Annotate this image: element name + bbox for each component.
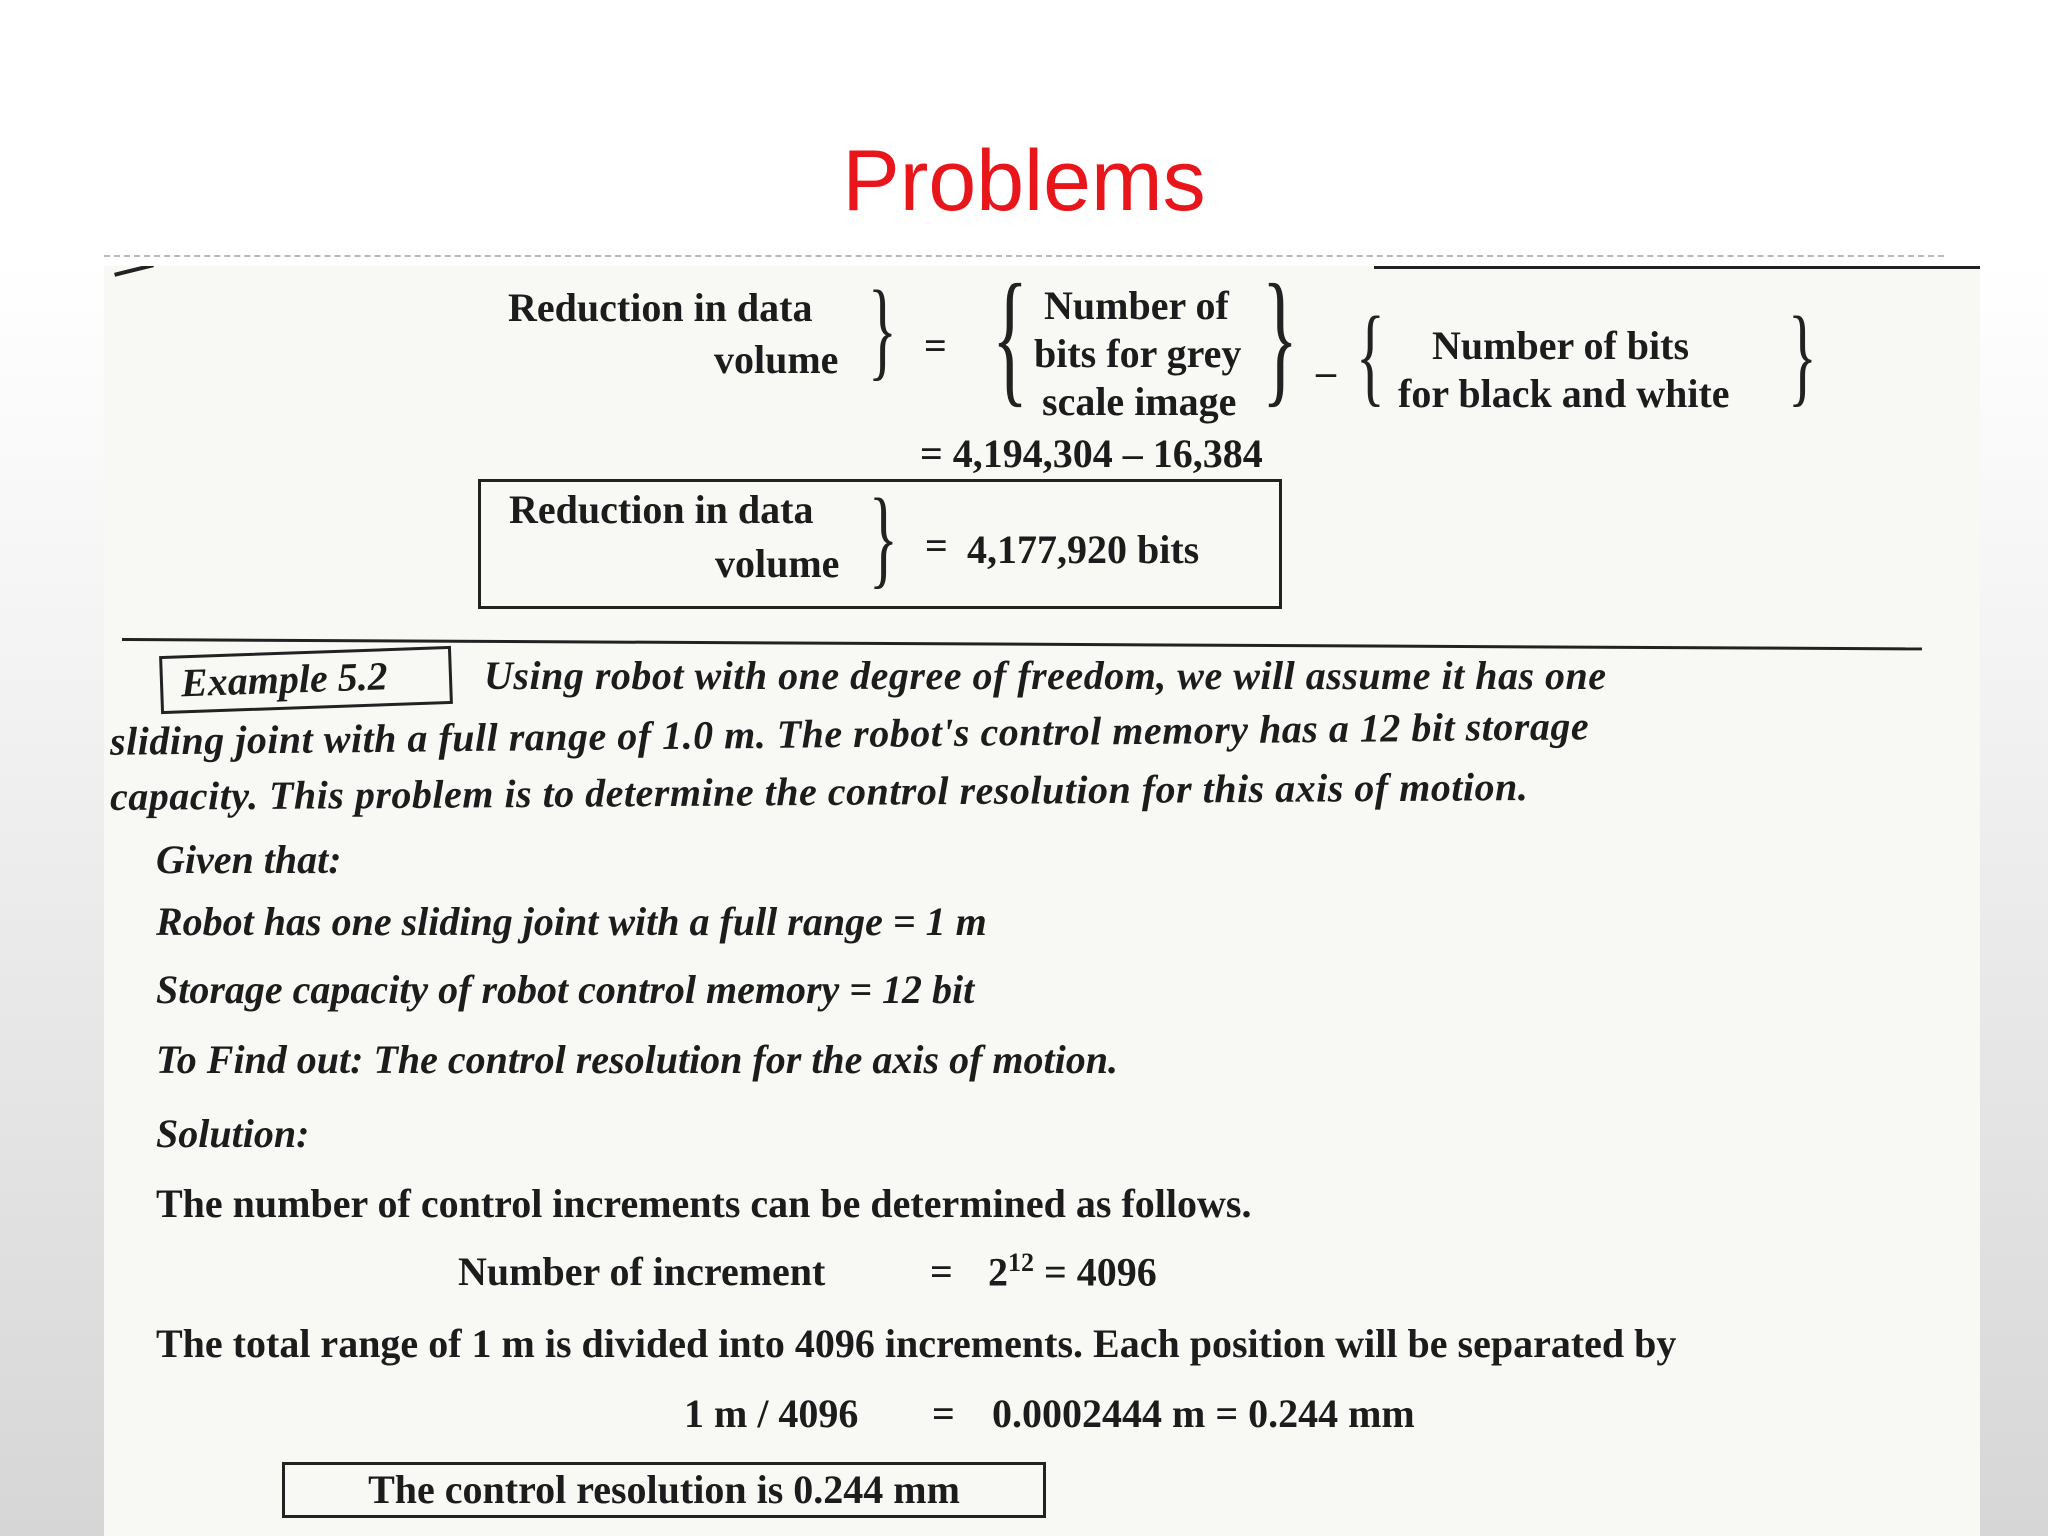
solution-heading: Solution: — [156, 1111, 310, 1156]
example-line1: Using robot with one degree of freedom, we will assume it has one — [484, 653, 1607, 698]
eq-lhs-brace: } — [867, 268, 897, 390]
example-line3: capacity. This problem is to determine the control resolution for this axis of motion. — [109, 764, 1529, 819]
eq1-result: = 4096 — [1044, 1249, 1157, 1295]
eq1-expression — [988, 1248, 1157, 1295]
result-lhs-line2: volume — [715, 541, 840, 586]
given-heading: Given that: — [156, 837, 342, 882]
find-out: To Find out: The control resolution for the axis of motion. — [156, 1037, 1119, 1082]
corner-mark — [114, 266, 154, 277]
solution-para2: The total range of 1 m is divided into 4096 increments. Each position will be separated by — [156, 1321, 1677, 1366]
eq-step2: = 4,194,304 – 16,384 — [920, 431, 1263, 476]
term1-line2: bits for grey — [1034, 331, 1242, 376]
eq2-lhs: 1 m / 4096 — [684, 1391, 859, 1436]
eq-lhs-line1: Reduction in data — [508, 285, 813, 330]
term2-line2: for black and white — [1398, 371, 1730, 416]
eq1-equals: = — [930, 1249, 953, 1294]
result-equals: = — [925, 523, 948, 568]
slide-title: Problems — [842, 133, 1206, 229]
eq-minus: – — [1316, 349, 1336, 394]
eq1-base: 2 — [988, 1249, 1008, 1295]
result-box — [478, 476, 1282, 609]
eq1-exponent: 12 — [1008, 1248, 1034, 1277]
final-answer-box: The control resolution is 0.244 mm — [282, 1462, 1046, 1518]
eq2-rhs: 0.0002444 m = 0.244 mm — [992, 1391, 1415, 1436]
eq-equals: = — [924, 323, 947, 368]
result-brace: } — [868, 476, 898, 598]
term1-open-brace: { — [992, 266, 1028, 420]
term2-line1: Number of bits — [1432, 323, 1690, 368]
given-item2: Storage capacity of robot control memory = 12 bit — [156, 967, 975, 1012]
term2-open-brace: { — [1355, 294, 1385, 416]
term1-close-brace: } — [1262, 266, 1298, 420]
eq1-label: Number of increment — [458, 1249, 826, 1294]
given-item1: Robot has one sliding joint with a full range = 1 m — [156, 899, 987, 944]
example-line2: sliding joint with a full range of 1.0 m. The robot's control memory has a 12 bit storage — [109, 703, 1590, 764]
page-top-rule — [1374, 266, 1980, 269]
eq2-equals: = — [932, 1391, 955, 1436]
solution-intro: The number of control increments can be determined as follows. — [156, 1181, 1252, 1226]
result-lhs-line1: Reduction in data — [509, 487, 814, 532]
title-divider — [104, 255, 1944, 257]
scanned-page — [104, 266, 1980, 1536]
example-label-box: Example 5.2 — [159, 646, 453, 714]
term2-close-brace: } — [1787, 294, 1817, 416]
term1-line3: scale image — [1042, 379, 1237, 424]
eq-lhs-line2: volume — [714, 337, 839, 382]
result-value: 4,177,920 bits — [967, 527, 1200, 572]
term1-line1: Number of — [1044, 283, 1229, 328]
